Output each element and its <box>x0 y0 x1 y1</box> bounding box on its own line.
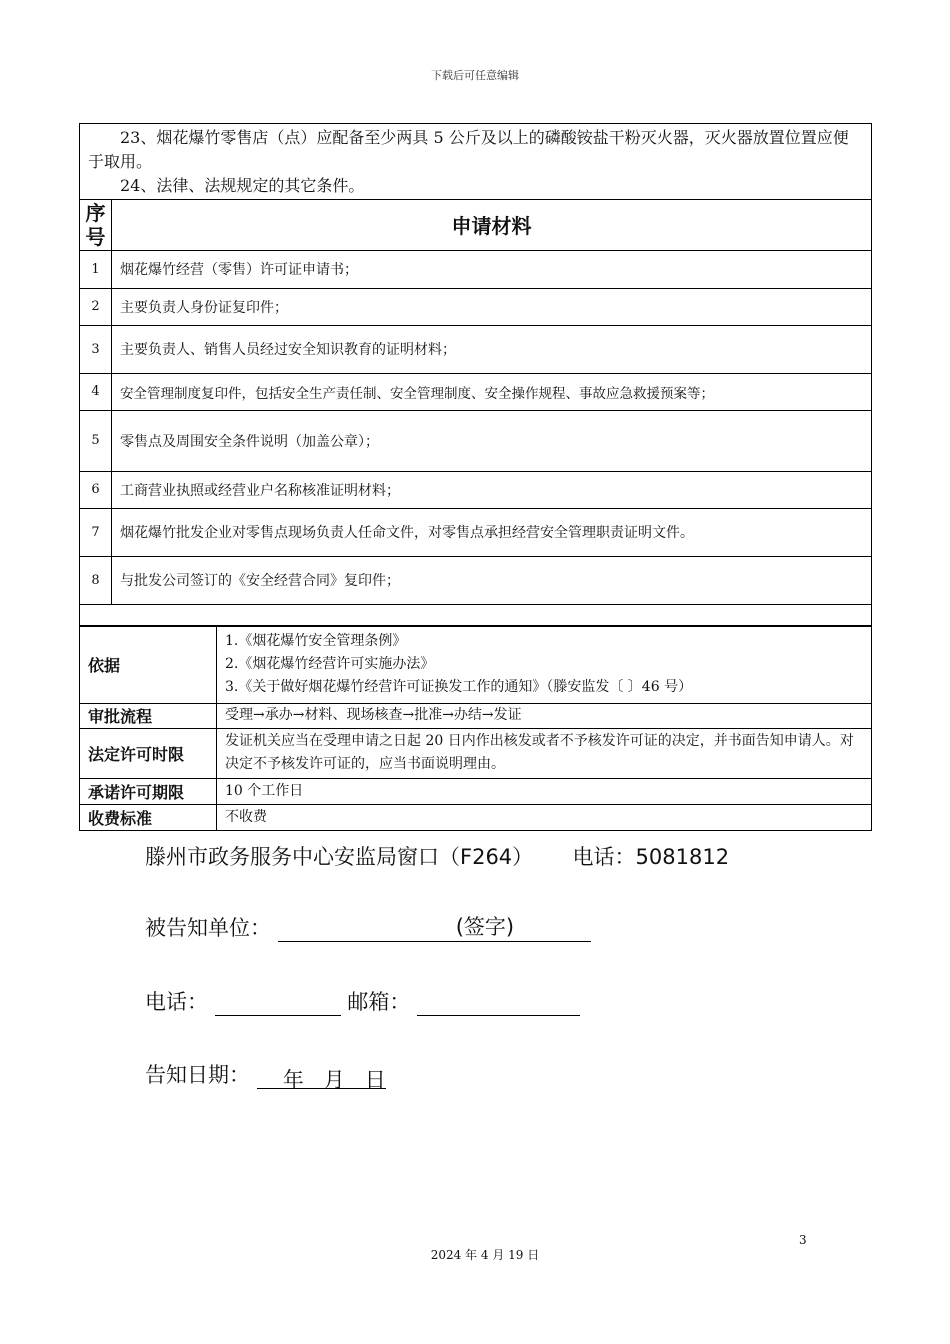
material-row <box>80 410 871 471</box>
office-phone: 电话：5081812 <box>572 845 730 869</box>
basis-item: 3.《关于做好烟花爆竹经营许可证换发工作的通知》（滕安监发〔 〕46 号） <box>225 679 693 695</box>
office-name: 滕州市政务服务中心安监局窗口（F264） <box>145 845 534 869</box>
basis-item: 2.《烟花爆竹经营许可实施办法》 <box>225 656 435 672</box>
date-line <box>145 1059 386 1092</box>
contact-line <box>145 841 729 871</box>
material-no: 1 <box>80 250 112 288</box>
process-label: 审批流程 <box>80 703 217 728</box>
date-label: 告知日期： <box>145 1063 250 1087</box>
email-field[interactable] <box>417 991 580 1016</box>
material-text: 工商营业执照或经营业户名称核准证明材料； <box>112 471 872 508</box>
fee-label: 收费标准 <box>80 804 217 830</box>
material-no: 5 <box>80 410 112 471</box>
materials-title: 申请材料 <box>112 200 872 250</box>
info-table <box>80 626 871 831</box>
year-label: 年 <box>282 1068 304 1092</box>
promise-row <box>80 778 871 804</box>
material-text: 安全管理制度复印件，包括安全生产责任制、安全管理制度、安全操作规程、事故应急救援预案等； <box>112 373 872 410</box>
serial-header: 序号 <box>80 200 112 250</box>
page-number: 3 <box>799 1233 807 1247</box>
month-label: 月 <box>323 1068 345 1092</box>
promise-label: 承诺许可期限 <box>80 778 217 804</box>
material-row <box>80 250 871 288</box>
basis-row <box>80 626 871 703</box>
day-label: 日 <box>364 1068 386 1092</box>
material-text: 零售点及周围安全条件说明（加盖公章）； <box>112 410 872 471</box>
material-no: 3 <box>80 325 112 373</box>
legal-time-label: 法定许可时限 <box>80 728 217 778</box>
email-label: 邮箱： <box>347 990 411 1014</box>
basis-item: 1.《烟花爆竹安全管理条例》 <box>225 633 407 649</box>
material-row <box>80 325 871 373</box>
empty-cell <box>80 604 871 625</box>
material-no: 7 <box>80 508 112 556</box>
legal-time-row <box>80 728 871 778</box>
signature-hint: (签字) <box>455 915 515 939</box>
header-note: 下载后可任意编辑 <box>431 69 519 82</box>
notified-unit-field[interactable] <box>278 917 591 942</box>
phone-label: 电话： <box>145 990 208 1014</box>
condition-24: 24、法律、法规规定的其它条件。 <box>120 176 365 195</box>
material-text: 与批发公司签订的《安全经营合同》复印件； <box>112 556 872 604</box>
material-no: 4 <box>80 373 112 410</box>
basis-list <box>217 626 872 703</box>
phone-email-line <box>145 986 580 1016</box>
basis-label: 依据 <box>80 626 217 703</box>
condition-23: 23、烟花爆竹零售店（点）应配备至少两具 5 公斤及以上的磷酸铵盐干粉灭火器，灭火器放置位置应便于取用。 <box>88 128 849 171</box>
process-value: 受理→承办→材料、现场核查→批准→办结→发证 <box>217 703 872 728</box>
material-row <box>80 556 871 604</box>
material-text: 主要负责人身份证复印件； <box>112 288 872 325</box>
fee-value: 不收费 <box>217 804 872 830</box>
process-row <box>80 703 871 728</box>
material-no: 6 <box>80 471 112 508</box>
material-text: 烟花爆竹经营（零售）许可证申请书； <box>112 250 872 288</box>
notice-table <box>79 123 872 831</box>
material-row <box>80 288 871 325</box>
material-row <box>80 373 871 410</box>
material-row <box>80 508 871 556</box>
material-text: 烟花爆竹批发企业对零售点现场负责人任命文件，对零售点承担经营安全管理职责证明文件。 <box>112 508 872 556</box>
conditions-text <box>80 124 871 200</box>
empty-row <box>80 604 871 625</box>
material-text: 主要负责人、销售人员经过安全知识教育的证明材料； <box>112 325 872 373</box>
fee-row <box>80 804 871 830</box>
notified-unit-line <box>145 912 591 942</box>
notified-unit-label: 被告知单位： <box>145 916 271 940</box>
footer-date: 2024 年 4 月 19 日 <box>430 1248 540 1262</box>
material-no: 8 <box>80 556 112 604</box>
legal-time-value: 发证机关应当在受理申请之日起 20 日内作出核发或者不予核发许可证的决定，并书面告知申请人。对决定不予核发许可证的，应当书面说明理由。 <box>217 728 872 778</box>
material-row <box>80 471 871 508</box>
materials-table <box>80 200 871 626</box>
date-field[interactable] <box>257 1064 386 1092</box>
material-no: 2 <box>80 288 112 325</box>
promise-value: 10 个工作日 <box>217 778 872 804</box>
phone-field[interactable] <box>215 991 341 1016</box>
